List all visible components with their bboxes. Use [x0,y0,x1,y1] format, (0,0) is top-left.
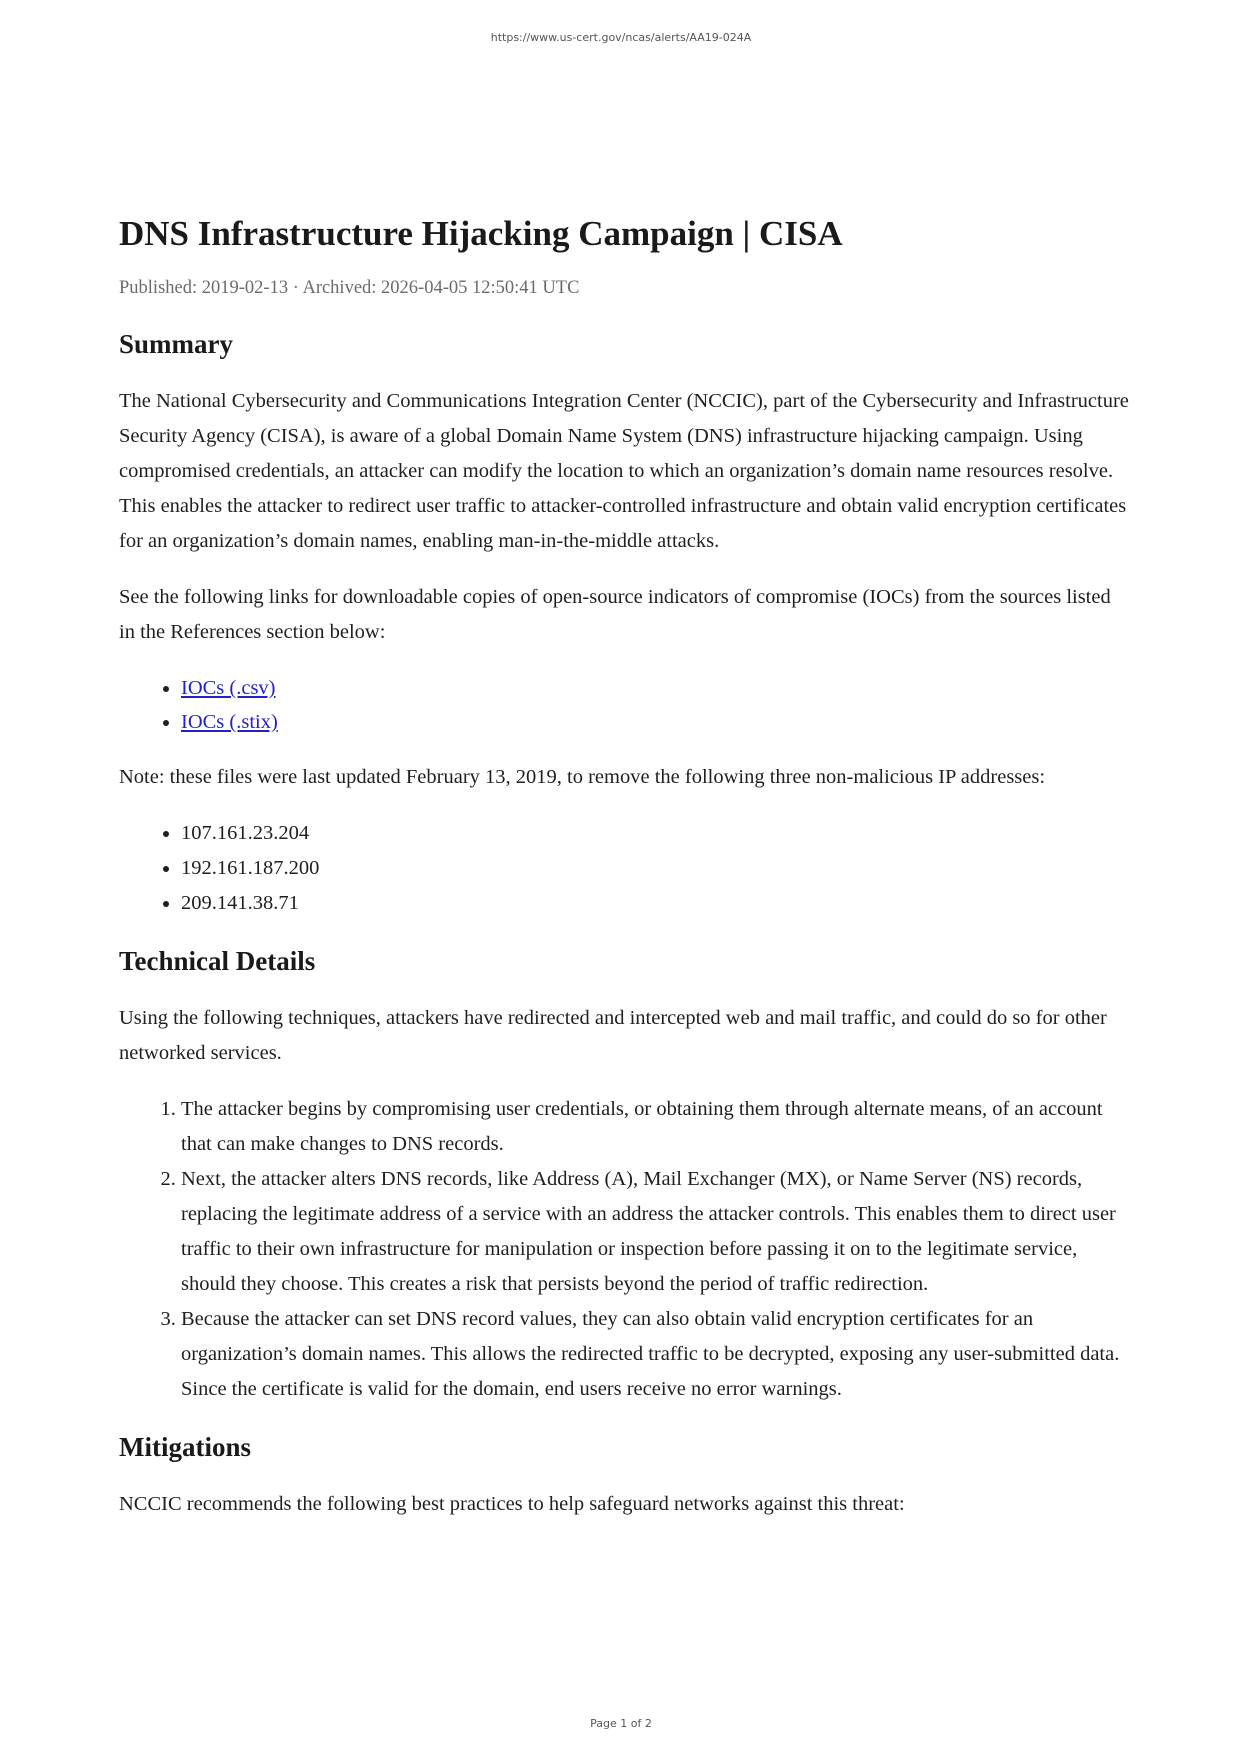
ip-note-paragraph: Note: these files were last updated February 13, 2019, to remove the following three non-malicious IP addresses: [119,766,1046,788]
technical-details-heading: Technical Details [119,946,316,976]
ioc-stix-link[interactable]: IOCs (.stix) [181,711,278,733]
page-title: DNS Infrastructure Hijacking Campaign | CISA [119,214,843,253]
summary-heading: Summary [119,329,233,359]
ioc-csv-link[interactable]: IOCs (.csv) [181,677,276,699]
page-number: Page 1 of 2 [590,1717,652,1730]
article [119,212,1129,1543]
list-item [181,705,1129,739]
summary-section [119,326,1129,921]
mitigations-section [119,1429,1129,1522]
list-item: 3. Because the attacker can set DNS record values, they can also obtain valid encryption certificates for an organization’s domain names. This allows the redirected traffic to be decrypted, exposing any user-submitted data. Since the certificate is valid for the domain, end users receive no error warnings. [181,1302,1129,1407]
mitigations-intro: NCCIC recommends the following best practices to help safeguard networks against this threat: [119,1493,905,1515]
publication-meta: Published: 2019-02-13 · Archived: 2026-04-05 12:50:41 UTC [119,278,580,298]
list-item [181,671,1129,705]
summary-paragraph: The National Cybersecurity and Communications Integration Center (NCCIC), part of the Cybersecurity and Infrastructure Security Agency (CISA), is aware of a global Domain Name System (DNS) infrastructure hijacking campaign. Using compromised credentials, an attacker can modify the location to which an organization’s domain name resources resolve. This enables the attacker to redirect user traffic to attacker-controlled infrastructure and obtain valid encryption certificates for an organization’s domain names, enabling man-in-the-middle attacks. [119,390,1129,552]
ioc-links-list [119,671,1129,739]
ip-address-list [119,816,1129,921]
technique-steps-list [119,1092,1129,1407]
list-item: • 107.161.23.204 [181,816,1129,851]
list-item: 1. The attacker begins by compromising user credentials, or obtaining them through alternate means, of an account that can make changes to DNS records. [181,1092,1129,1162]
list-item: • 209.141.38.71 [181,886,1129,921]
mitigations-heading: Mitigations [119,1432,251,1462]
ioc-intro-paragraph: See the following links for downloadable copies of open-source indicators of compromise (IOCs) from the sources listed in the References section below: [119,586,1111,643]
technical-details-intro: Using the following techniques, attackers have redirected and intercepted web and mail traffic, and could do so for other networked services. [119,1007,1107,1064]
list-item: • 192.161.187.200 [181,851,1129,886]
technical-details-section [119,943,1129,1407]
print-header-url: https://www.us-cert.gov/ncas/alerts/AA19-024A [490,31,752,44]
list-item: 2. Next, the attacker alters DNS records, like Address (A), Mail Exchanger (MX), or Name Server (NS) records, replacing the legitimate address of a service with an address the attacker controls. This enables them to direct user traffic to their own infrastructure for manipulation or inspection before passing it on to the legitimate service, should they choose. This creates a risk that persists beyond the period of traffic redirection. [181,1162,1129,1302]
